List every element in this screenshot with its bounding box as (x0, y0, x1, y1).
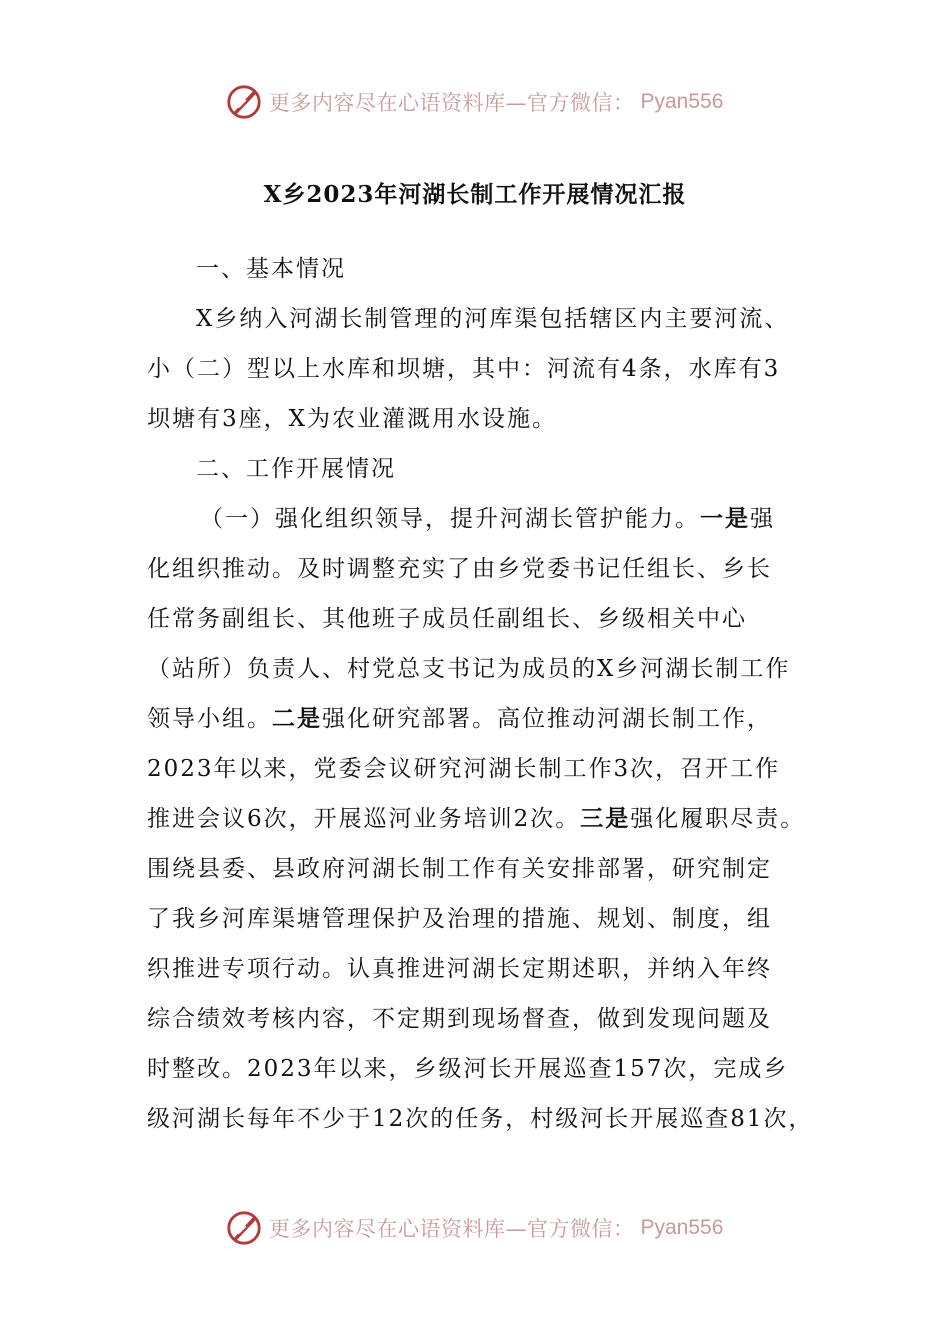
quill-logo-icon (225, 83, 263, 121)
paragraph-line: 坝塘有3座，X为农业灌溉用水设施。 (147, 406, 558, 432)
paragraph-line (147, 704, 772, 734)
paragraph-line (200, 504, 775, 534)
wechat-id: Pyan556 (640, 90, 724, 113)
paragraph-line: 任常务副组长、其他班子成员任副组长、乡级相关中心 (147, 606, 747, 632)
banner-text: 更多内容尽在心语资料库—官方微信： (269, 1217, 635, 1241)
paragraph-line: X乡纳入河湖长制管理的河库渠包括辖区内主要河流、 (196, 306, 790, 332)
paragraph-line: 了我乡河库渠塘管理保护及治理的措施、规划、制度，组 (147, 906, 772, 932)
document-title: X乡2023年河湖长制工作开展情况汇报 (263, 181, 687, 208)
footer-banner (225, 1206, 723, 1250)
section-heading-1: 一、基本情况 (196, 256, 346, 282)
line-text: 强 (750, 506, 775, 532)
quill-logo-icon (225, 1209, 263, 1247)
subheading-text: （一）强化组织领导，提升河湖长管护能力。 (200, 506, 700, 532)
wechat-id: Pyan556 (640, 1216, 724, 1239)
paragraph-line: 小（二）型以上水库和坝塘，其中：河流有4条，水库有3 (147, 356, 781, 382)
emphasis-third: 三是 (580, 805, 631, 832)
emphasis-first: 一是 (700, 505, 750, 532)
paragraph-line: 级河湖长每年不少于12次的任务，村级河长开展巡查81次， (147, 1106, 814, 1132)
header-banner (225, 80, 723, 124)
banner-text: 更多内容尽在心语资料库—官方微信： (269, 91, 635, 115)
paragraph-line (147, 804, 805, 834)
paragraph-line: 围绕县委、县政府河湖长制工作有关安排部署，研究制定 (147, 856, 772, 882)
paragraph-line: 化组织推动。及时调整充实了由乡党委书记任组长、乡长 (147, 556, 772, 582)
line-text: 领导小组。 (147, 706, 272, 732)
line-text: 推进会议6次，开展巡河业务培训2次。 (147, 806, 581, 832)
section-heading-2: 二、工作开展情况 (196, 456, 396, 482)
paragraph-line: 综合绩效考核内容，不定期到现场督查，做到发现问题及 (147, 1006, 772, 1032)
line-text: 强化履职尽责。 (630, 806, 806, 832)
emphasis-second: 二是 (272, 705, 322, 732)
paragraph-line: 2023年以来，党委会议研究河湖长制工作3次，召开工作 (147, 756, 781, 782)
paragraph-line: 时整改。2023年以来，乡级河长开展巡查157次，完成乡 (147, 1056, 789, 1082)
paragraph-line: 织推进专项行动。认真推进河湖长定期述职，并纳入年终 (147, 956, 772, 982)
line-text: 强化研究部署。高位推动河湖长制工作， (322, 706, 772, 732)
paragraph-line: （站所）负责人、村党总支书记为成员的X乡河湖长制工作 (147, 656, 791, 682)
